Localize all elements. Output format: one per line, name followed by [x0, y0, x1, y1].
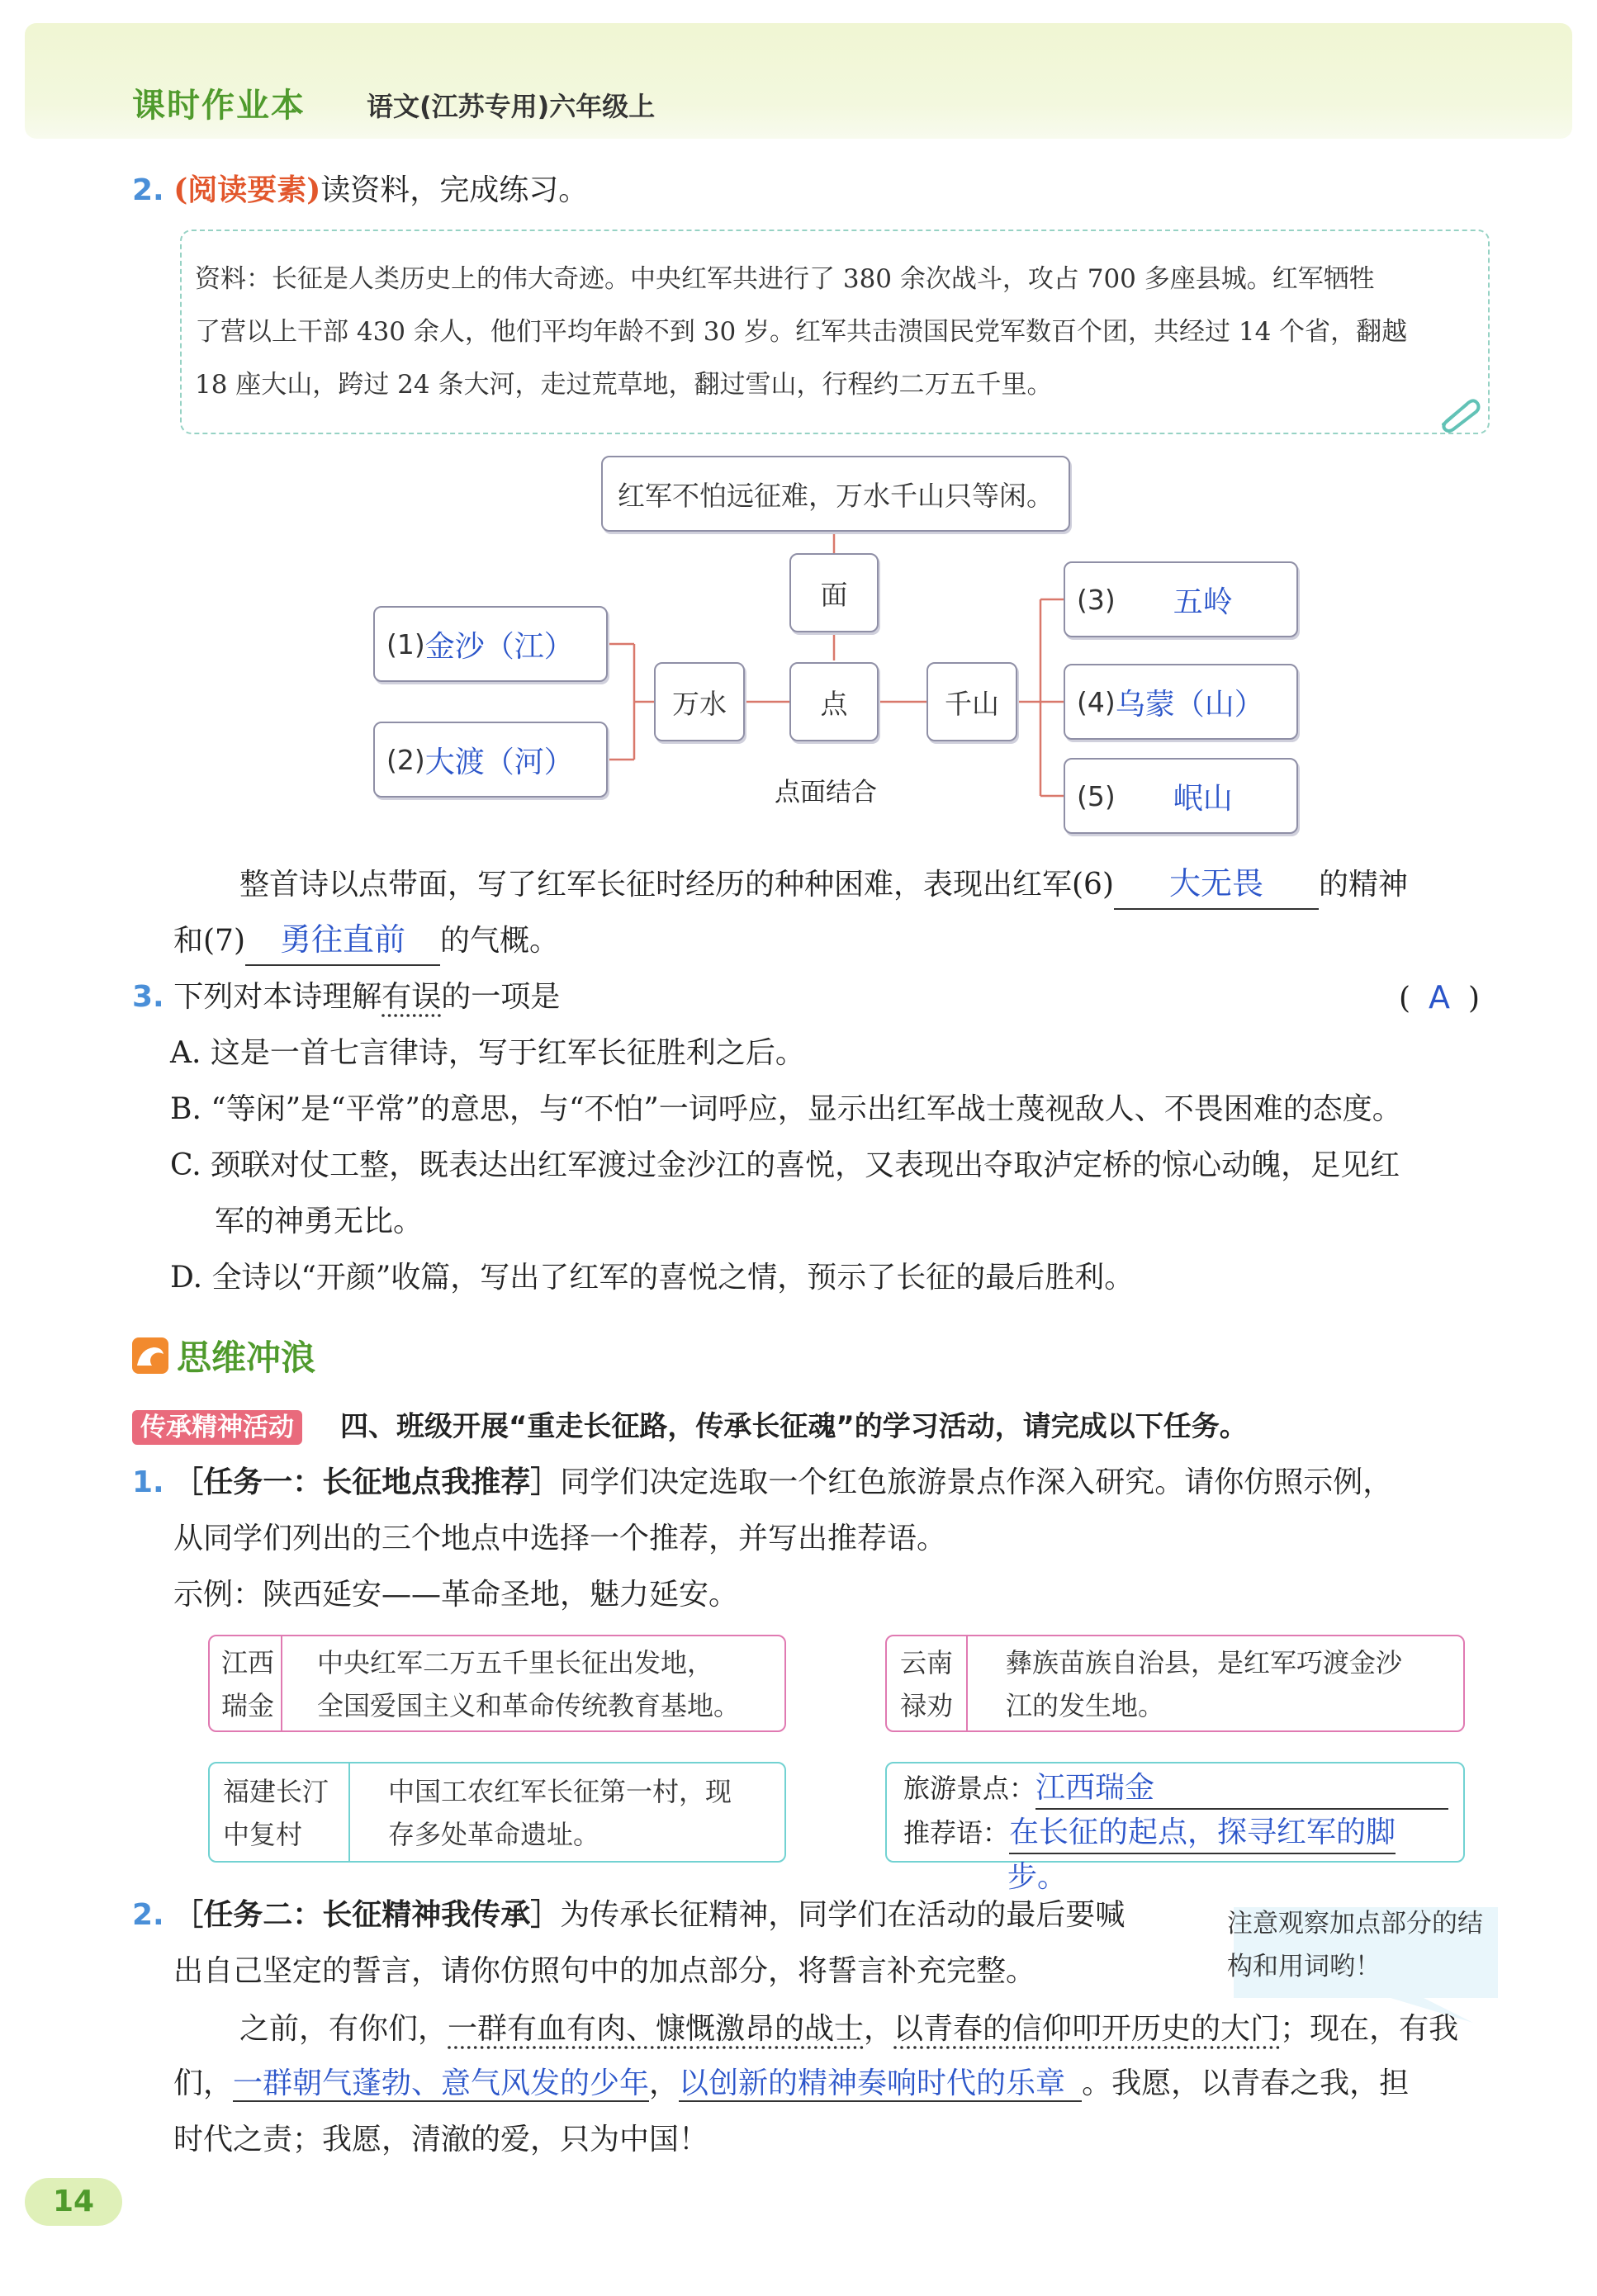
task2-para-2 — [173, 2056, 1409, 2112]
item-answer: 金沙（江） — [424, 629, 574, 664]
diagram-mian-box — [789, 553, 879, 632]
diagram-dian-text: 点 — [820, 687, 848, 720]
item-answer: 五岭 — [1173, 585, 1233, 619]
task2-line1 — [132, 1887, 1125, 1943]
card-divider — [966, 1636, 968, 1730]
task2-label: ［任务二：长征精神我传承］ — [173, 1898, 561, 1932]
diagram-qianshan-box — [926, 662, 1017, 741]
task2-text: 为传承长征精神，同学们在活动的最后要喊 — [560, 1898, 1125, 1932]
para-text: ， — [864, 2012, 894, 2046]
option-c-cont: 军的神勇无比。 — [215, 1205, 424, 1238]
option-a: A. 这是一首七言律诗，写于红军长征胜利之后。 — [170, 1036, 805, 1070]
para-text: 。我愿，以青春之我，担 — [1082, 2066, 1410, 2100]
q3-emphasis: 有误 — [381, 980, 442, 1014]
answer-phrase-2: 以创新的精神奏响时代的乐章 — [679, 2066, 1082, 2102]
material-line: 了营以上干部 430 余人，他们平均年龄不到 30 岁。红军共击溃国民党军数百个团，共经过 14 个省，翻越 — [195, 317, 1408, 347]
diagram-item-5 — [1064, 758, 1298, 834]
answer-rec-row — [903, 1813, 1396, 1854]
item-number: (2) — [386, 743, 425, 776]
task2-para-1 — [239, 2001, 1458, 2057]
option-d: D. 全诗以“开颜”收篇，写出了红军的喜悦之情，预示了长征的最后胜利。 — [170, 1261, 1135, 1295]
diagram-item-1 — [373, 606, 608, 682]
q2-tag: (阅读要素) — [173, 173, 321, 207]
answer-spot-row — [903, 1768, 1448, 1810]
item-number: (5) — [1077, 779, 1116, 812]
card-place-line: 云南 — [900, 1647, 954, 1678]
dotted-phrase: 以青春的信仰叩开历史的大门 — [893, 2012, 1281, 2046]
diagram-wanshui-text: 万水 — [672, 687, 727, 720]
card-desc — [388, 1770, 732, 1856]
card-desc-line: 存多处革命遗址。 — [388, 1819, 600, 1850]
material-line: 18 座大山，跨过 24 条大河，走过荒草地，翻过雪山，行程约二万五千里。 — [195, 370, 1053, 400]
card-place — [900, 1641, 953, 1727]
q2-number: 2. — [132, 173, 164, 207]
item-number: (4) — [1077, 685, 1116, 718]
card-desc-line: 彝族苗族自治县，是红军巧渡金沙 — [1006, 1647, 1403, 1678]
rec-answer: 在长征的起点，探寻红军的脚 — [1009, 1813, 1396, 1854]
answer-blank-7 — [245, 916, 440, 966]
task1-example: 示例：陕西延安——革命圣地，魅力延安。 — [173, 1578, 739, 1612]
para-text: ， — [649, 2066, 680, 2100]
card-place-line: 福建长汀 — [223, 1776, 329, 1807]
material-text — [195, 253, 1483, 411]
answer-7: 勇往直前 — [279, 921, 405, 958]
para-text: 们， — [173, 2066, 234, 2100]
diagram-mian-text: 面 — [820, 578, 848, 611]
paren: ( — [1399, 982, 1411, 1015]
para-text: 之前，有你们， — [239, 2012, 448, 2046]
answer-phrase-1: 一群朝气蓬勃、意气风发的少年 — [233, 2066, 650, 2100]
para-text: ；现在，有我 — [1280, 2012, 1459, 2046]
card-desc-line: 中央红军二万五千里长征出发地， — [317, 1647, 714, 1678]
card-divider — [348, 1763, 350, 1861]
card-desc — [317, 1641, 740, 1727]
option-b: B. “等闲”是“平常”的意思，与“不怕”一词呼应，显示出红军战士蔑视敌人、不畏困难的态度。 — [170, 1092, 1402, 1126]
card-place-line: 江西 — [221, 1647, 275, 1678]
card-place-line: 禄劝 — [900, 1690, 954, 1721]
diagram-wanshui-box — [654, 662, 745, 741]
task1-label: ［任务一：长征地点我推荐］ — [173, 1465, 561, 1499]
item-number: (1) — [386, 627, 425, 660]
card-desc-line: 江的发生地。 — [1006, 1690, 1165, 1721]
fill-text: 整首诗以点带面，写了红军长征时经历的种种困难，表现出红军(6) — [239, 868, 1114, 902]
q3-stem-text: 的一项是 — [441, 980, 561, 1014]
card-desc-line: 中国工农红军长征第一村，现 — [388, 1776, 732, 1807]
card-place — [221, 1641, 274, 1727]
fill-text: 的气概。 — [440, 924, 560, 958]
item-answer: 大渡（河） — [424, 745, 574, 779]
card-place-line: 瑞金 — [221, 1690, 275, 1721]
card-place-line: 中复村 — [223, 1819, 303, 1850]
diagram-top-box — [601, 456, 1070, 532]
diagram-qianshan-text: 千山 — [945, 687, 999, 720]
fill-line-1 — [239, 857, 1408, 913]
material-line: 资料：长征是人类历史上的伟大奇迹。中央红军共进行了 380 余次战斗，攻占 700 多座县城。红军牺牲 — [195, 264, 1375, 294]
dotted-phrase: 一群有血有肉、慷慨激昂的战士 — [448, 2012, 865, 2046]
card-desc — [1006, 1641, 1402, 1727]
page-number: 14 — [25, 2178, 122, 2226]
diagram-item-2 — [373, 722, 608, 798]
q3-stem-text: 下列对本诗理解 — [173, 980, 382, 1014]
task2-para-3: 时代之责；我愿，清澈的爱，只为中国！ — [173, 2123, 709, 2156]
diagram-caption: 点面结合 — [775, 778, 877, 807]
rec-answer-cont: 步。 — [1007, 1860, 1068, 1894]
note-text: 注意观察加点部分的结构和用词哟！ — [1227, 1909, 1483, 1981]
paperclip-icon — [1435, 395, 1481, 433]
diagram-top-text: 红军不怕远征难，万水千山只等闲。 — [618, 479, 1054, 512]
card-desc-line: 全国爱国主义和革命传统教育基地。 — [317, 1690, 741, 1721]
rec-label: 推荐语： — [903, 1817, 1010, 1849]
task1-text: 同学们决定选取一个红色旅游景点作深入研究。请你仿照示例， — [560, 1465, 1393, 1499]
card-divider — [281, 1636, 282, 1730]
task1-line2: 从同学们列出的三个地点中选择一个推荐，并写出推荐语。 — [173, 1522, 947, 1555]
task1-line1 — [132, 1455, 1392, 1511]
answer-6: 大无畏 — [1168, 865, 1263, 902]
activity-badge: 传承精神活动 — [132, 1410, 302, 1445]
task2-number: 2. — [132, 1898, 164, 1932]
answer-blank-6 — [1114, 860, 1319, 910]
diagram-item-3 — [1064, 561, 1298, 637]
fill-text: 和(7) — [173, 924, 245, 958]
paren: ) — [1468, 982, 1481, 1015]
item-answer: 岷山 — [1173, 781, 1233, 816]
task1-number: 1. — [132, 1465, 164, 1499]
q2-prompt: 读资料，完成练习。 — [320, 173, 589, 207]
task2-line2: 出自己坚定的誓言，请你仿照句中的加点部分，将誓言补充完整。 — [173, 1954, 1036, 1988]
q3-number: 3. — [132, 980, 164, 1014]
brand-title: 课时作业本 — [132, 87, 306, 125]
diagram-item-4 — [1064, 664, 1298, 740]
q2-heading — [132, 162, 588, 219]
section-wave-icon — [132, 1337, 168, 1374]
fill-line-2 — [173, 913, 559, 969]
spot-label: 旅游景点： — [903, 1773, 1036, 1804]
option-c: C. 颈联对仗工整，既表达出红军渡过金沙江的喜悦，又表现出夺取泸定桥的惊心动魄，足见红 — [170, 1148, 1400, 1182]
section-intro: 四、班级开展“重走长征路，传承长征魂”的学习活动，请完成以下任务。 — [340, 1410, 1248, 1443]
spot-answer: 江西瑞金 — [1035, 1768, 1448, 1810]
section-title: 思维冲浪 — [177, 1337, 316, 1378]
q3-answer: A — [1429, 979, 1451, 1015]
diagram-dian-box — [789, 662, 879, 741]
subject-title: 语文(江苏专用)六年级上 — [367, 91, 656, 122]
card-place — [223, 1770, 329, 1856]
item-answer: 乌蒙（山） — [1115, 687, 1264, 722]
item-number: (3) — [1077, 583, 1116, 616]
q3-stem — [132, 969, 560, 1025]
q3-answer-bracket — [1399, 969, 1480, 1027]
fill-text: 的精神 — [1319, 868, 1409, 902]
